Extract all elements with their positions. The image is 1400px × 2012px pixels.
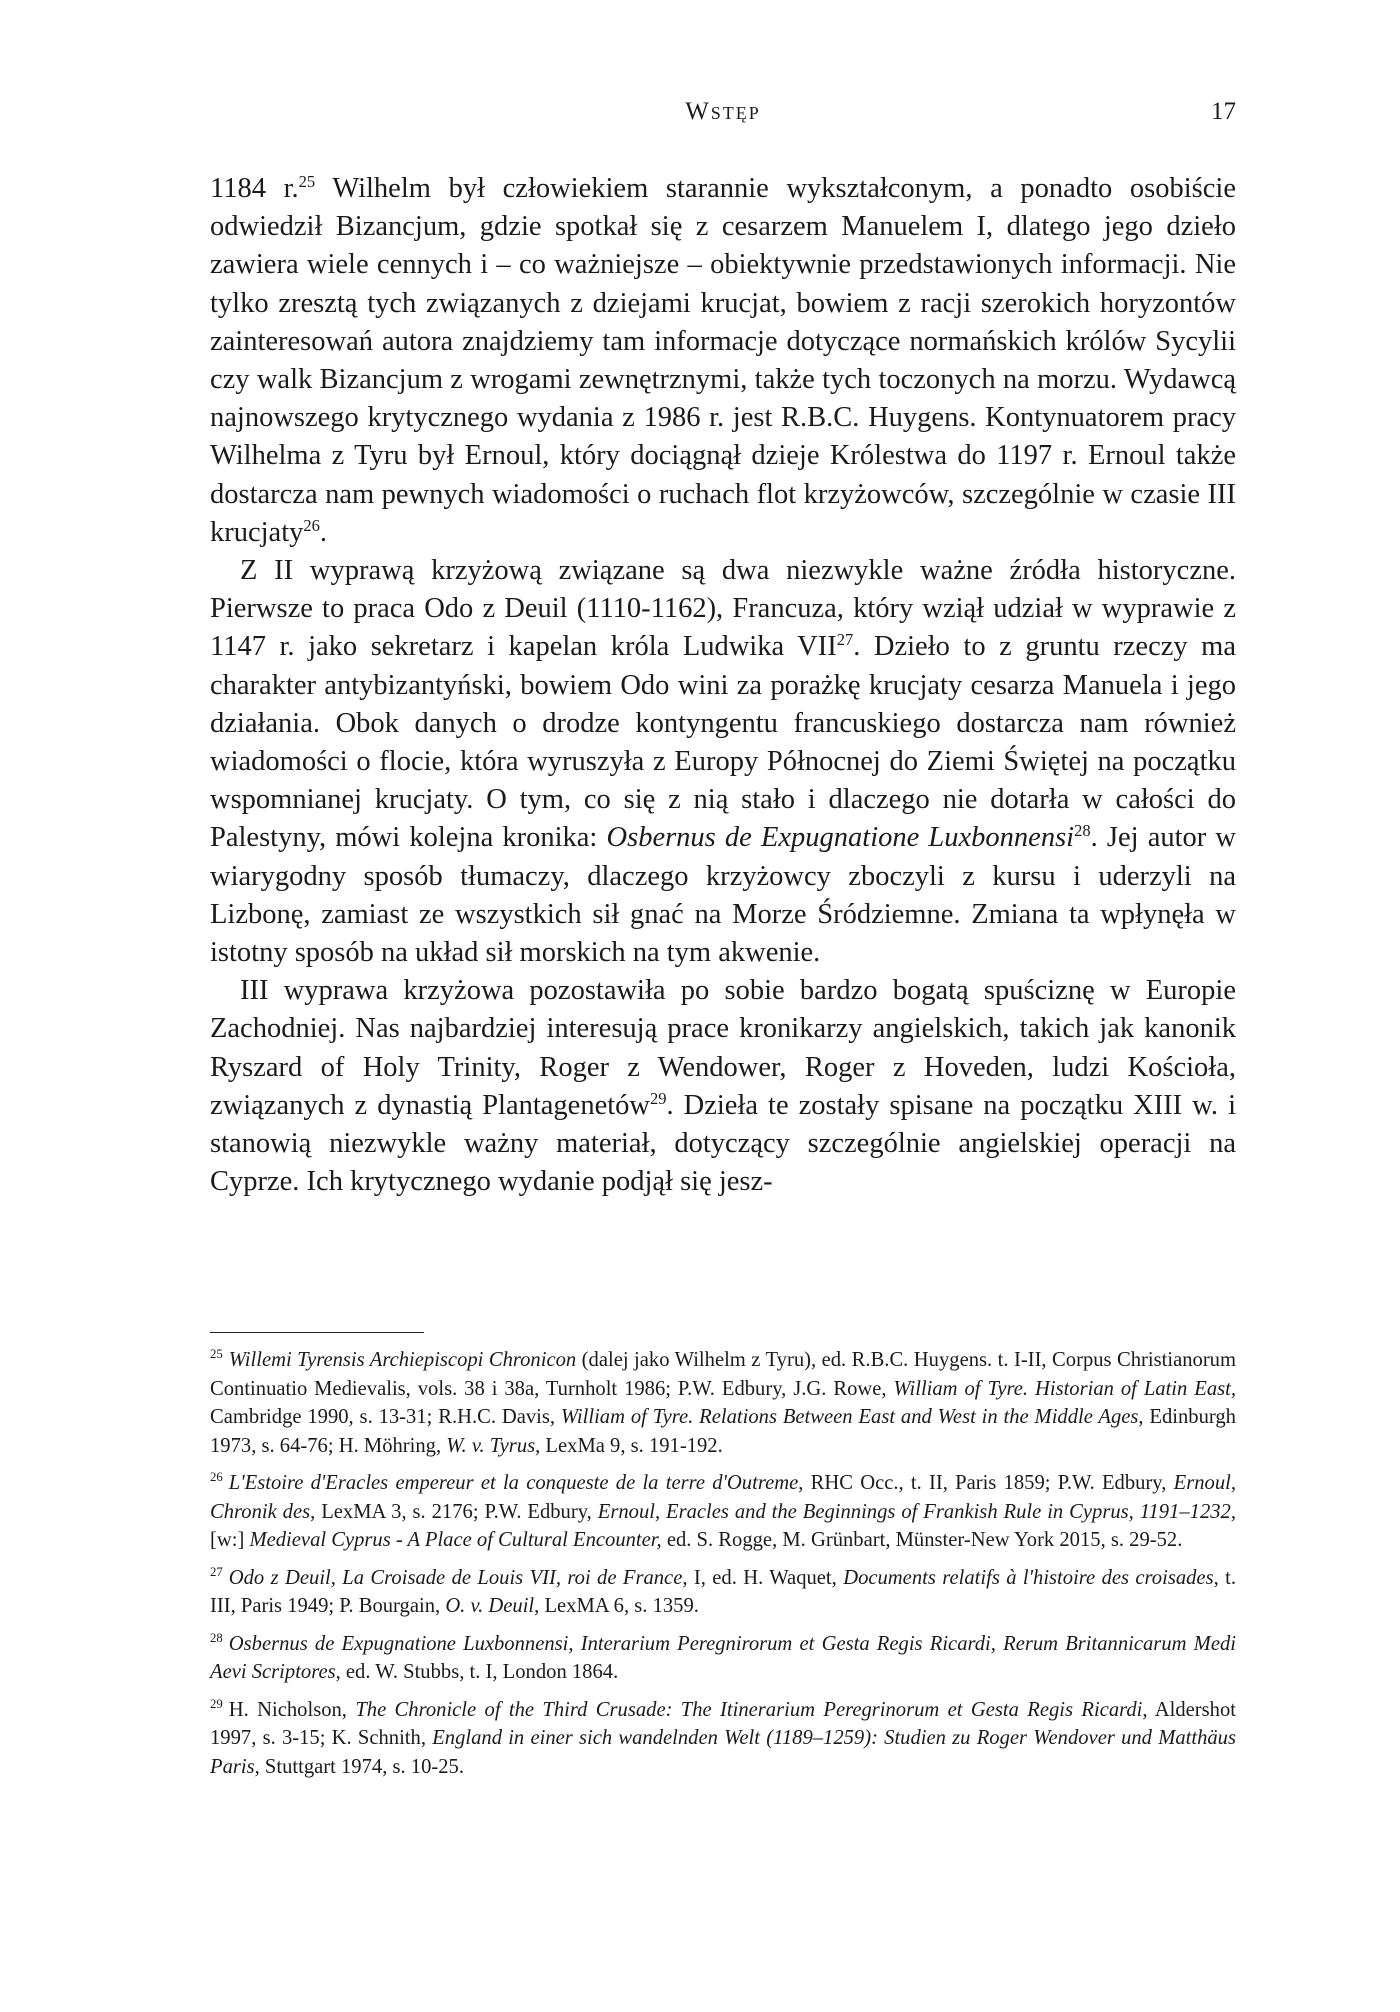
footnote-number: 27 bbox=[210, 1564, 223, 1579]
text-run: . Dzieło to z gruntu rzeczy ma charakter antybizantyński, bowiem Odo wini za porażkę krucjaty cesarza Manuela i jego działania. Obok danych o drodze kontyngentu francuskiego dostarcza nam również wiadomości o flocie, która wyruszyła z Europy Północnej do Ziemi Świętej na początku wspomnianej krucjaty. O tym, co się z nią stało i dlaczego nie dotarła w całości do Palestyny, mówi kolejna kronika: bbox=[210, 631, 1236, 854]
italic-text: W. v. Tyrus bbox=[446, 1434, 536, 1457]
page-number: 17 bbox=[1211, 98, 1236, 125]
footnote-number: 29 bbox=[210, 1696, 223, 1711]
text-run: [w:] bbox=[210, 1529, 250, 1551]
italic-text: Osbernus de Expugnatione Luxbonnensi, Interarium Peregnirorum et Gesta Regis Ricardi, Rerum Britannicarum Medi Aevi Scriptores bbox=[210, 1632, 1236, 1683]
italic-text: Osbernus de Expugnatione Luxbonnensi bbox=[606, 822, 1075, 854]
text-run: (dalej jako Wilhelm z Tyru), ed. R.B.C. Huygens. t. I-II, Corpus Christianorum Continuatio Medievalis, vols. 38 i 38a, Turnholt 1986; P.W. Edbury, J.G. Rowe, bbox=[210, 1349, 1236, 1400]
paragraph bbox=[210, 552, 1236, 972]
footnote bbox=[210, 1630, 1236, 1687]
footnote bbox=[210, 1564, 1236, 1621]
footnotes bbox=[210, 1346, 1236, 1790]
text-run: , ed. W. Stubbs, t. I, London 1864. bbox=[335, 1661, 619, 1683]
italic-text: The Chronicle of the Third Crusade: The Itinerarium Peregrinorum et Gesta Regis Ricardi bbox=[355, 1698, 1143, 1721]
main-text bbox=[210, 170, 1236, 1201]
footnote-number: 25 bbox=[210, 1347, 223, 1362]
text-run: , t. III, Paris 1949; P. Bourgain, bbox=[210, 1566, 1236, 1617]
italic-text: O. v. Deuil bbox=[445, 1595, 535, 1617]
footnote-reference: 25 bbox=[298, 171, 316, 191]
text-run: III wyprawa krzyżowa pozostawiła po sobie bardzo bogatą spuściznę w Europie Zachodniej. Nas najbardziej interesują prace kronikarzy angielskich, takich jak kanonik Ryszard of Holy Trinity, Roger z Wendower, Roger z Hoveden, ludzi Kościoła, związanych z dynastią Plantagenetów bbox=[210, 975, 1236, 1121]
text-run: . bbox=[319, 516, 328, 548]
footnote-reference: 29 bbox=[649, 1088, 667, 1108]
paragraph bbox=[210, 170, 1236, 552]
text-run: , LexMA 6, s. 1359. bbox=[534, 1595, 699, 1617]
italic-text: Documents relatifs à l'histoire des croisades bbox=[843, 1566, 1214, 1589]
text-run: Cambridge 1990, s. 13-31; R.H.C. Davis, bbox=[210, 1406, 561, 1428]
footnote-reference: 27 bbox=[836, 630, 854, 650]
paragraph bbox=[210, 972, 1236, 1201]
text-run: , Aldershot 1997, s. 3-15; K. Schnith, bbox=[210, 1698, 1236, 1749]
italic-text: Ernoul, Eracles and the Beginnings of Frankish Rule in Cyprus, 1191–1232, bbox=[597, 1500, 1236, 1523]
italic-text: Ernoul, Chronik des bbox=[210, 1472, 1236, 1523]
text-run: Z II wyprawą krzyżową związane są dwa niezwykle ważne źródła historyczne. Pierwsze to praca Odo z Deuil (1110-1162), Francuza, który wziął udział w wyprawie z 1147 r. jako sekretarz i kapelan króla Ludwika VII bbox=[210, 555, 1236, 663]
footnote bbox=[210, 1346, 1236, 1460]
footnote bbox=[210, 1696, 1236, 1782]
text-run: 1184 r. bbox=[210, 173, 299, 204]
page-header bbox=[210, 98, 1236, 142]
italic-text: William of Tyre. Historian of Latin East, bbox=[893, 1377, 1236, 1400]
footnote-number: 28 bbox=[210, 1630, 223, 1645]
text-run: . Dzieła te zostały spisane na początku XIII w. i stanowią niezwykle ważny materiał, dotyczący szczególnie angielskiej operacji na Cyprze. Ich krytycznego wydanie podjął się jesz- bbox=[210, 1089, 1236, 1198]
text-run: , LexMa 9, s. 191-192. bbox=[535, 1434, 723, 1457]
text-run: H. Nicholson, bbox=[228, 1698, 356, 1721]
text-run: , I, ed. H. Waquet, bbox=[682, 1566, 844, 1589]
footnote-separator bbox=[210, 1332, 424, 1333]
running-title: Wstęp bbox=[685, 98, 761, 125]
italic-text: Willemi Tyrensis Archiepiscopi Chronicon bbox=[228, 1349, 577, 1371]
text-run: ed. S. Rogge, M. Grünbart, Münster-New York 2015, s. 29-52. bbox=[661, 1529, 1183, 1551]
text-run: Wilhelm był człowiekiem starannie wykształconym, a ponadto osobiście odwiedził Bizancjum, gdzie spotkał się z cesarzem Manuelem I, dlatego jego dzieło zawiera wiele cennych i – co ważniejsze – obiektywnie przedstawionych informacji. Nie tylko zresztą tych związanych z dziejami krucjat, bowiem z racji szerokich horyzontów zainteresowań autora znajdziemy tam informacje dotyczące normańskich królów Sycylii czy walk Bizancjum z wrogami zewnętrznymi, także tych toczonych na morzu. Wydawcą najnowszego krytycznego wydania z 1986 r. jest R.B.C. Huygens. Kontynuatorem pracy Wilhelma z Tyru był Ernoul, który dociągnął dzieje Królestwa do 1197 r. Ernoul także dostarcza nam pewnych wiadomości o ruchach flot krzyżowców, szczególnie w czasie III krucjaty bbox=[210, 173, 1236, 548]
italic-text: Medieval Cyprus - A Place of Cultural Encounter, bbox=[249, 1529, 662, 1551]
text-run: Stuttgart 1974, s. 10-25. bbox=[259, 1755, 464, 1778]
italic-text: England in einer sich wandelnden Welt (1189–1259): Studien zu Roger Wendover und Matthäus Paris, bbox=[210, 1727, 1236, 1778]
footnote bbox=[210, 1469, 1236, 1555]
text-run: . Jej autor w wiarygodny sposób tłumaczy, dlaczego krzyżowcy zboczyli z kursu i uderzyli na Lizbonę, zamiast ze wszystkich sił gnać na Morze Śródziemne. Zmiana ta wpłynęła w istotny sposób na układ sił morskich na tym akwenie. bbox=[210, 822, 1236, 969]
footnote-number: 26 bbox=[210, 1470, 223, 1485]
footnote-reference: 28 bbox=[1074, 821, 1091, 841]
text-run: , Edinburgh 1973, s. 64-76; H. Möhring, bbox=[210, 1406, 1236, 1457]
italic-text: William of Tyre. Relations Between East and West in the Middle Ages bbox=[560, 1406, 1139, 1428]
italic-text: L'Estoire d'Eracles empereur et la conqueste de la terre d'Outreme bbox=[228, 1472, 799, 1494]
footnote-reference: 26 bbox=[303, 515, 320, 535]
text-run: , LexMA 3, s. 2176; P.W. Edbury, bbox=[310, 1500, 598, 1523]
italic-text: Odo z Deuil, La Croisade de Louis VII, roi de France bbox=[228, 1566, 683, 1589]
text-run: , RHC Occ., t. II, Paris 1859; P.W. Edbury, bbox=[798, 1472, 1174, 1494]
